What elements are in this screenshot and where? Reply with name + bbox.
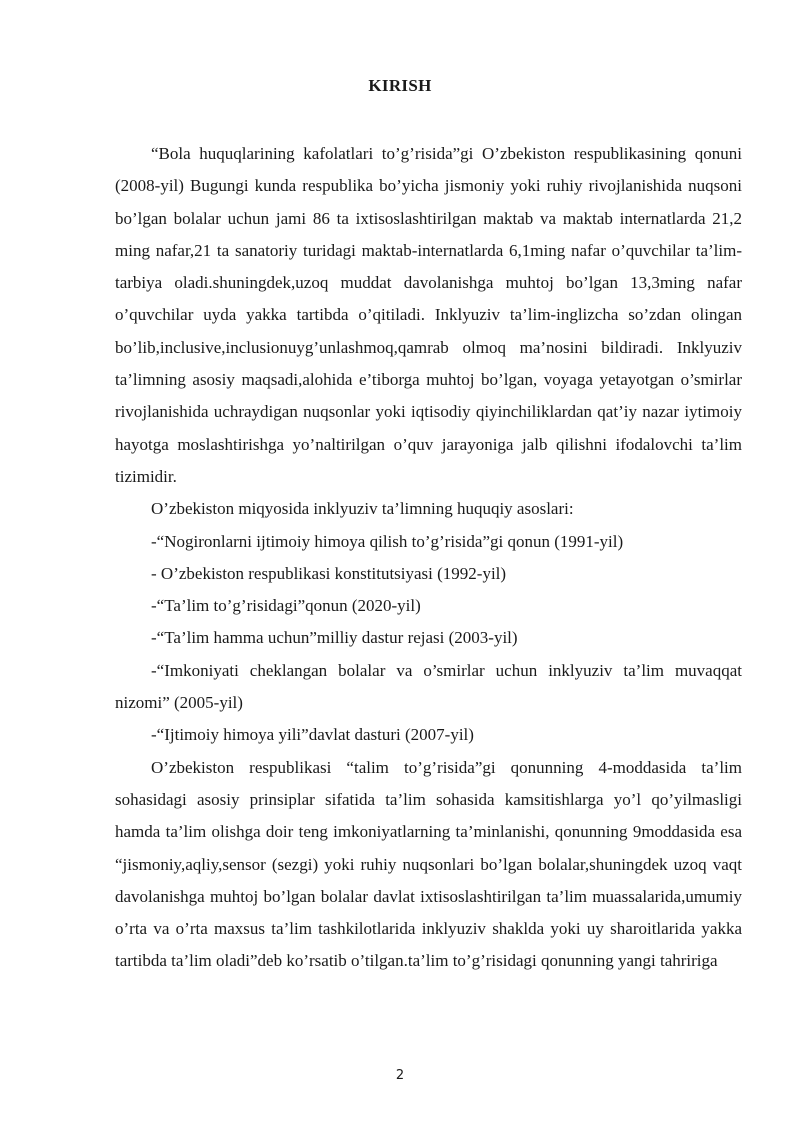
list-item: -“Imkoniyati cheklangan bolalar va o’smirlar uchun inklyuziv ta’lim muvaqqat nizomi” (2005-yil) (115, 660, 742, 713)
list-item: -“Ijtimoiy himoya yili”davlat dasturi (2007-yil) (151, 725, 474, 745)
list-item: - O’zbekiston respublikasi konstitutsiyasi (1992-yil) (151, 563, 507, 583)
list-item: -“Ta’lim to’g’risidagi”qonun (2020-yil) (151, 596, 421, 616)
page-number: 2 (395, 1068, 405, 1083)
document-body (115, 138, 742, 978)
list-item: -“Nogironlarni ijtimoiy himoya qilish to’g’risida”gi qonun (1991-yil) (151, 531, 624, 551)
list-item: -“Ta’lim hamma uchun”milliy dastur rejasi (2003-yil) (151, 628, 518, 648)
paragraph-law-articles: O’zbekiston respublikasi “talim to’g’risida”gi qonunning 4-moddasida ta’lim sohasidagi asosiy prinsiplar sifatida ta’lim sohasida kamsitishlarga yo’l qo’yilmasligi hamda ta’lim olishga doir teng imkoniyatlarning ta’minlanishi, qonunning 9moddasida esa “jismoniy,aqliy,sensor (sezgi) yoki ruhiy nuqsonlari bo’lgan bolalar,shuningdek uzoq vaqt davolanishga muhtoj bo’lgan bolalar davlat ixtisoslashtirilgan ta’lim muassalarida,umumiy o’rta va o’rta maxsus ta’lim tashkilotlarida inklyuziv shaklda yoki uy sharoitlarida yakka tartibda ta’lim oladi”deb ko’rsatib o’tilgan.ta’lim to’g’risidagi qonunning yangi tahririga (115, 757, 742, 971)
paragraph-intro: “Bola huquqlarining kafolatlari to’g’risida”gi O’zbekiston respublikasining qonuni (2008-yil) Bugungi kunda respublika bo’yicha jismoniy yoki ruhiy rivojlanishida nuqsoni bo’lgan bolalar uchun jami 86 ta ixtisoslashtirilgan maktab va maktab internatlarda 21,2 ming nafar,21 ta sanatoriy turidagi maktab-internatlarda 6,1ming nafar o’quvchilar ta’lim-tarbiya oladi.shuningdek,uzoq muddat davolanishga muhtoj bo’lgan 13,3ming nafar o’quvchilar uyda yakka tartibda o’qitiladi. Inklyuziv ta’lim-inglizcha so’zdan olingan bo’lib,inclusive,inclusionuyg’unlashmoq,qamrab olmoq ma’nosini bildiradi. Inklyuziv ta’limning asosiy maqsadi,alohida e’tiborga muhtoj bo’lgan, voyaga yetayotgan o’smirlar rivojlanishida uchraydigan nuqsonlar yoki iqtisodiy qiyinchiliklardan qat’iy nazar iytimoiy hayotga moslashtirishga yo’naltirilgan o’quv jarayoniga jalb qilishni ifodalovchi ta’lim tizimidir. (115, 144, 742, 486)
paragraph-legal-basis-heading: O’zbekiston miqyosida inklyuziv ta’limning huquqiy asoslari: (151, 499, 574, 519)
page-title: KIRISH (368, 76, 432, 95)
